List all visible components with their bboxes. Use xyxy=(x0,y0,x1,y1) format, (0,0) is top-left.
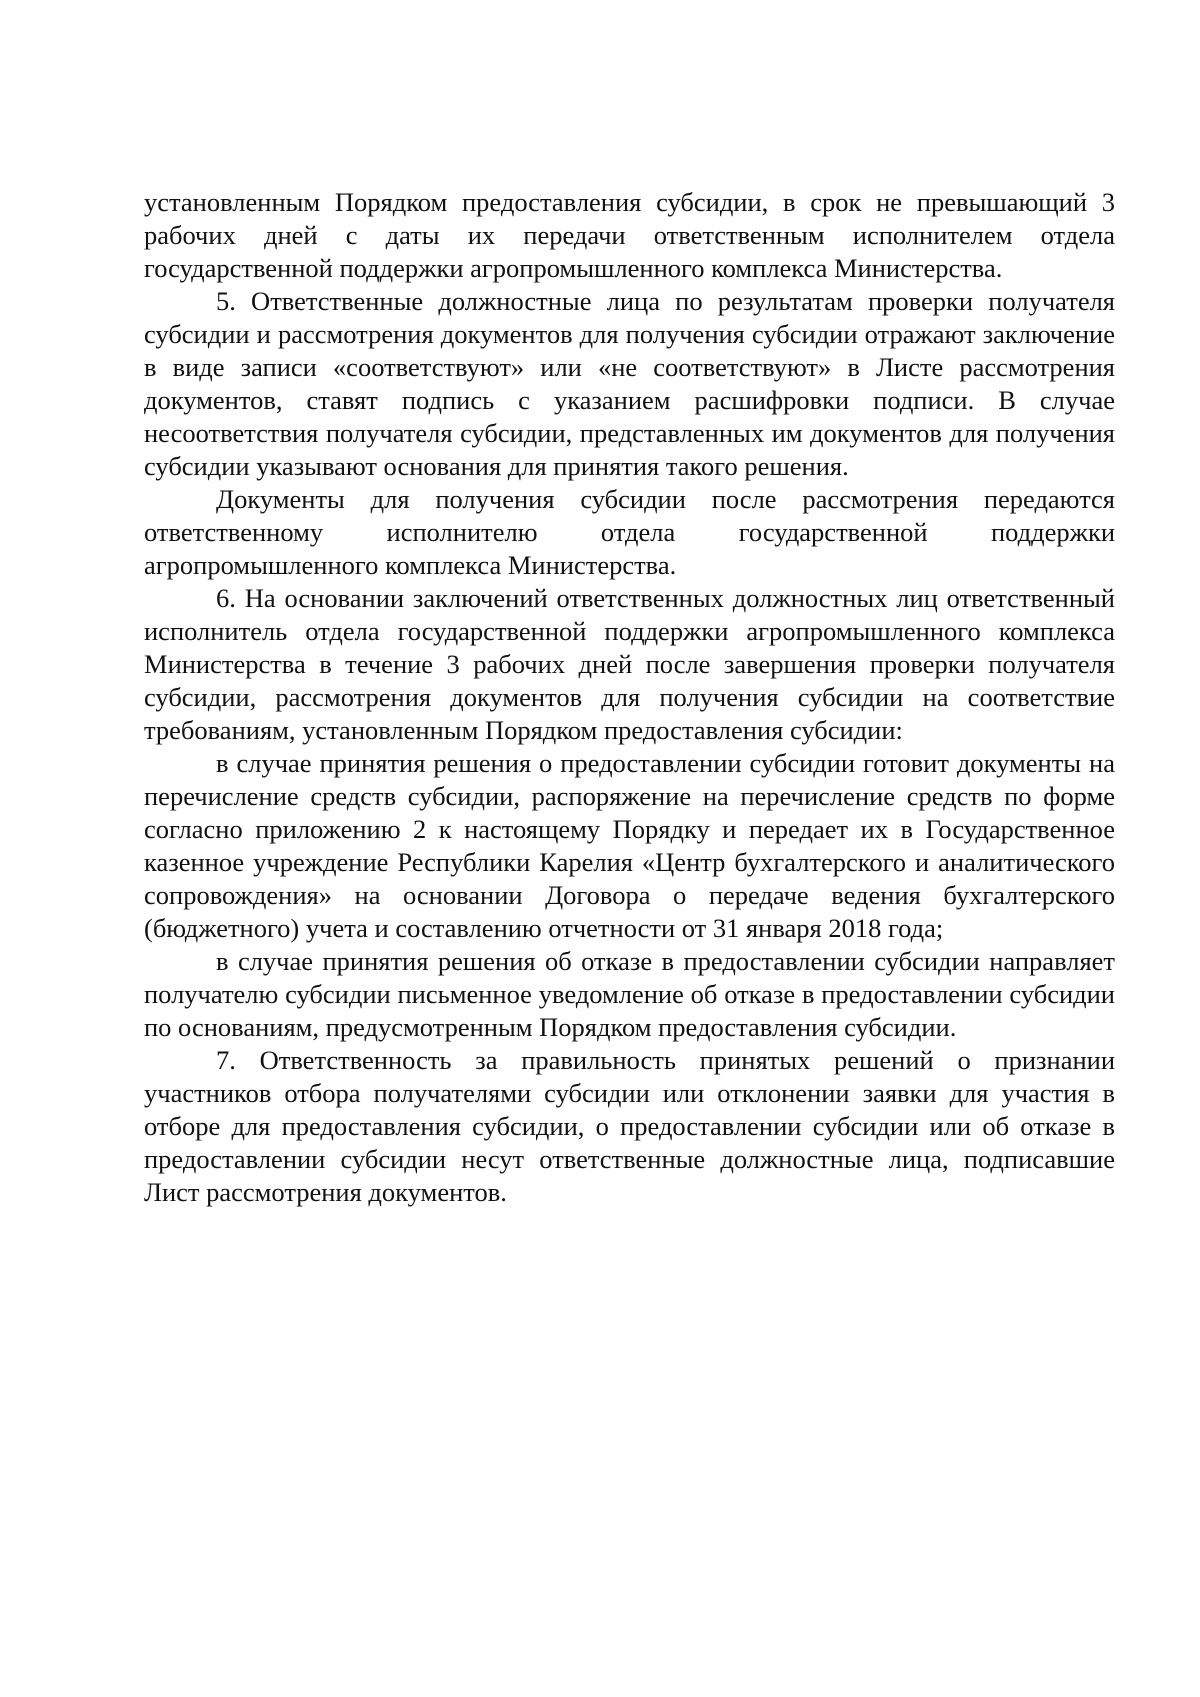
paragraph-documents-transfer: Документы для получения субсидии после рассмотрения передаются ответственному исполнителю отдела государственной поддержки агропромышленного комплекса Министерства. xyxy=(144,484,1115,580)
paragraph-item-5: 5. Ответственные должностные лица по результатам проверки получателя субсидии и рассмотрения документов для получения субсидии отражают заключение в виде записи «соответствуют» или «не соответствуют» в Листе рассмотрения документов, ставят подпись с указанием расшифровки подписи. В случае несоответствия получателя субсидии, представленных им документов для получения субсидии указывают основания для принятия такого решения. xyxy=(144,286,1115,481)
paragraph-refusal-decision: в случае принятия решения об отказе в предоставлении субсидии направляет получателю субсидии письменное уведомление об отказе в предоставлении субсидии по основаниям, предусмотренным Порядком предоставления субсидии. xyxy=(144,946,1115,1042)
document-body xyxy=(144,186,1115,1209)
paragraph-item-7: 7. Ответственность за правильность принятых решений о признании участников отбора получателями субсидии или отклонении заявки для участия в отборе для предоставления субсидии, о предоставлении субсидии или об отказе в предоставлении субсидии несут ответственные должностные лица, подписавшие Лист рассмотрения документов. xyxy=(144,1045,1115,1207)
paragraph-continuation: установленным Порядком предоставления субсидии, в срок не превышающий 3 рабочих дней с даты их передачи ответственным исполнителем отдела государственной поддержки агропромышленного комплекса Министерства. xyxy=(144,187,1115,283)
paragraph-grant-decision: в случае принятия решения о предоставлении субсидии готовит документы на перечисление средств субсидии, распоряжение на перечисление средств по форме согласно приложению 2 к настоящему Порядку и передает их в Государственное казенное учреждение Республики Карелия «Центр бухгалтерского и аналитического сопровождения» на основании Договора о передаче ведения бухгалтерского (бюджетного) учета и составлению отчетности от 31 января 2018 года; xyxy=(144,748,1115,943)
paragraph-item-6: 6. На основании заключений ответственных должностных лиц ответственный исполнитель отдела государственной поддержки агропромышленного комплекса Министерства в течение 3 рабочих дней после завершения проверки получателя субсидии, рассмотрения документов для получения субсидии на соответствие требованиям, установленным Порядком предоставления субсидии: xyxy=(144,583,1115,745)
